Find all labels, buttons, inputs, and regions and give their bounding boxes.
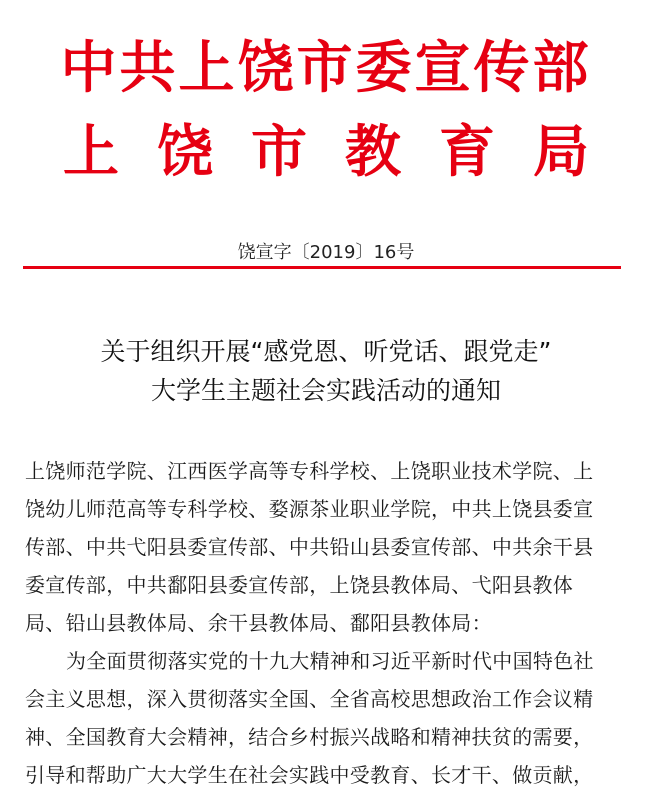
paragraph-line-4: 引导和帮助广大大学生在社会实践中受教育、长才干、做贡献， <box>25 763 594 787</box>
recipients-line-4: 委宣传部，中共鄱阳县委宣传部，上饶县教体局、弋阳县教体 <box>25 573 574 597</box>
recipients-line-1: 上饶师范学院、江西医学高等专科学校、上饶职业技术学院、上 <box>25 459 594 483</box>
issuer-line-education-bureau: 上饶市教育局 <box>63 120 627 185</box>
red-divider-line <box>23 266 621 269</box>
document-number: 饶宣字〔2019〕16号 <box>237 242 415 263</box>
paragraph-line-3: 神、全国教育大会精神，结合乡村振兴战略和精神扶贫的需要， <box>25 725 594 749</box>
notice-title-line-2: 大学生主题社会实践活动的通知 <box>150 376 501 405</box>
notice-title-line-1: 关于组织开展“感党恩、听党话、跟党走” <box>100 337 552 366</box>
recipients-line-5: 局、铅山县教体局、余干县教体局、鄱阳县教体局： <box>25 611 492 635</box>
recipients-line-3: 传部、中共弋阳县委宣传部、中共铅山县委宣传部、中共余干县 <box>25 535 594 559</box>
issuer-line-propaganda-dept: 中共上饶市委宣传部 <box>60 36 592 101</box>
recipients-line-2: 饶幼儿师范高等专科学校、婺源茶业职业学院，中共上饶县委宣 <box>25 497 594 521</box>
paragraph-line-2: 会主义思想，深入贯彻落实全国、全省高校思想政治工作会议精 <box>25 687 594 711</box>
paragraph-line-1: 为全面贯彻落实党的十九大精神和习近平新时代中国特色社 <box>66 649 594 673</box>
